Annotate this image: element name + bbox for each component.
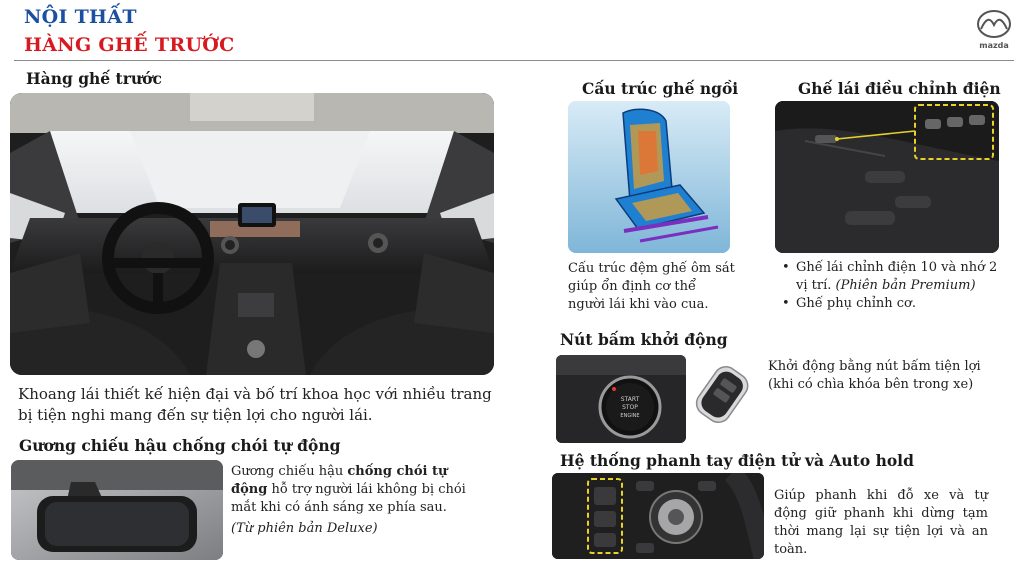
front-row-title: Hàng ghế trước	[26, 69, 162, 88]
seat-structure-image	[568, 101, 730, 253]
brake-title: Hệ thống phanh tay điện tử và Auto hold	[560, 451, 914, 470]
start-button-description: Khởi động bằng nút bấm tiện lợi (khi có chìa khóa bên trong xe)	[768, 359, 981, 392]
start-button-title: Nút bấm khởi động	[560, 330, 728, 349]
mirror-highlight: chống chói tự động	[231, 464, 448, 497]
seat-structure-title: Cấu trúc ghế ngồi	[582, 79, 739, 98]
power-seat-bullets	[780, 259, 1010, 313]
seat-structure-description: Cấu trúc đệm ghế ôm sát giúp ổn định cơ thể người lái khi vào cua.	[568, 261, 735, 312]
cockpit-photo	[10, 93, 494, 375]
svg-text:mazda: mazda	[979, 41, 1009, 50]
power-seat-title: Ghế lái điều chỉnh điện	[798, 79, 1001, 98]
mirror-photo	[11, 460, 223, 560]
power-seat-photo	[775, 101, 999, 253]
mirror-description: Gương chiếu hậu chống chói tự động hỗ trợ người lái không bị chói mắt khi có ánh sáng xe phía sau.	[231, 464, 466, 515]
brake-description: Giúp phanh khi đỗ xe và tự động giữ phanh khi dừng tạm thời mang lại sự tiện lợi và an toàn.	[774, 488, 988, 557]
mirror-note: (Từ phiên bản Deluxe)	[231, 521, 378, 536]
header-divider	[14, 60, 1014, 61]
svg-text:ENGINE: ENGINE	[620, 413, 640, 419]
smart-key-image	[690, 362, 762, 430]
svg-text:STOP: STOP	[622, 404, 638, 411]
power-seat-bullet-2: • Ghế phụ chỉnh cơ.	[780, 295, 1010, 313]
svg-text:START: START	[620, 396, 640, 403]
mazda-logo	[974, 8, 1014, 52]
mirror-title: Gương chiếu hậu chống chói tự động	[19, 436, 341, 455]
page-title-line1: NỘI THẤT	[24, 6, 137, 28]
front-row-description: Khoang lái thiết kế hiện đại và bố trí khoa học với nhiều trang bị tiện nghi mang đến sự tiện lợi cho người lái.	[18, 385, 492, 424]
brake-photo	[552, 473, 764, 559]
page-title-line2: HÀNG GHẾ TRƯỚC	[24, 34, 235, 56]
start-button-photo	[556, 355, 686, 443]
power-seat-bullet-1: • Ghế lái chỉnh điện 10 và nhớ 2 vị trí. (Phiên bản Premium)	[780, 259, 1010, 295]
